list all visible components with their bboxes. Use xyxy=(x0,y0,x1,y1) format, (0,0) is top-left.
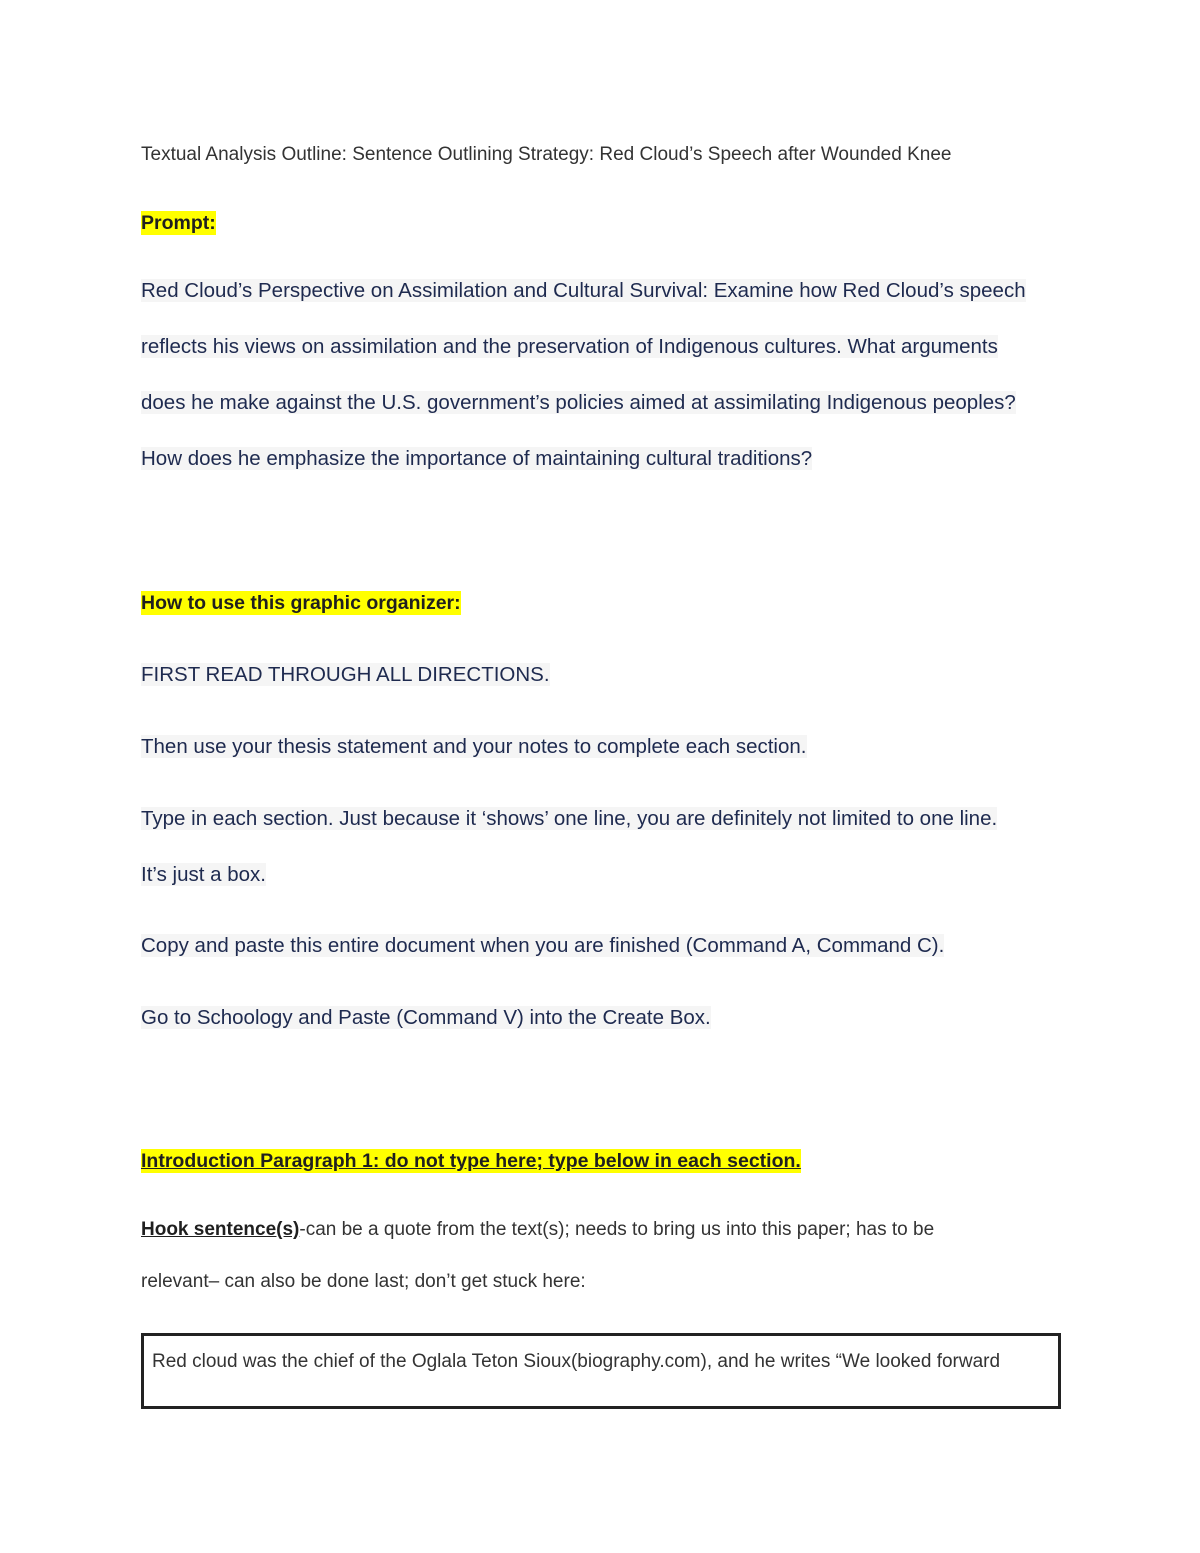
hook-text-1: -can be a quote from the text(s); needs to bring us into this paper; has to be xyxy=(299,1219,935,1240)
prompt-line-2: reflects his views on assimilation and the preservation of Indigenous cultures. What arguments xyxy=(141,335,998,358)
hook-line-1 xyxy=(141,1216,934,1244)
hook-label: Hook sentence(s) xyxy=(141,1219,300,1240)
prompt-label: Prompt: xyxy=(141,212,216,234)
direction-first: FIRST READ THROUGH ALL DIRECTIONS. xyxy=(141,663,550,686)
prompt-line-4: How does he emphasize the importance of maintaining cultural traditions? xyxy=(141,447,813,470)
direction-copy: Copy and paste this entire document when you are finished (Command A, Command C). xyxy=(141,934,945,957)
document-title: Textual Analysis Outline: Sentence Outlining Strategy: Red Cloud’s Speech after Wounded Knee xyxy=(141,144,952,165)
intro-label: Introduction Paragraph 1: do not type here; type below in each section. xyxy=(141,1150,801,1172)
direction-then: Then use your thesis statement and your notes to complete each section. xyxy=(141,735,807,758)
intro-heading xyxy=(141,1147,801,1175)
prompt-line-1: Red Cloud’s Perspective on Assimilation and Cultural Survival: Examine how Red Cloud’s speech xyxy=(141,279,1026,302)
direction-type-line-1: Type in each section. Just because it ‘shows’ one line, you are definitely not limited to one line. xyxy=(141,807,998,830)
howto-label: How to use this graphic organizer: xyxy=(141,592,461,614)
prompt-heading xyxy=(141,209,216,237)
howto-heading xyxy=(141,589,461,617)
direction-go: Go to Schoology and Paste (Command V) into the Create Box. xyxy=(141,1006,711,1029)
hook-line-2: relevant– can also be done last; don’t get stuck here: xyxy=(141,1271,586,1292)
prompt-line-3: does he make against the U.S. government’s policies aimed at assimilating Indigenous peoples? xyxy=(141,391,1016,414)
direction-type-line-2: It’s just a box. xyxy=(141,863,266,886)
hook-answer-box[interactable] xyxy=(141,1333,1061,1409)
hook-answer-text[interactable]: Red cloud was the chief of the Oglala Teton Sioux(biography.com), and he writes “We looked forward xyxy=(152,1351,1001,1372)
